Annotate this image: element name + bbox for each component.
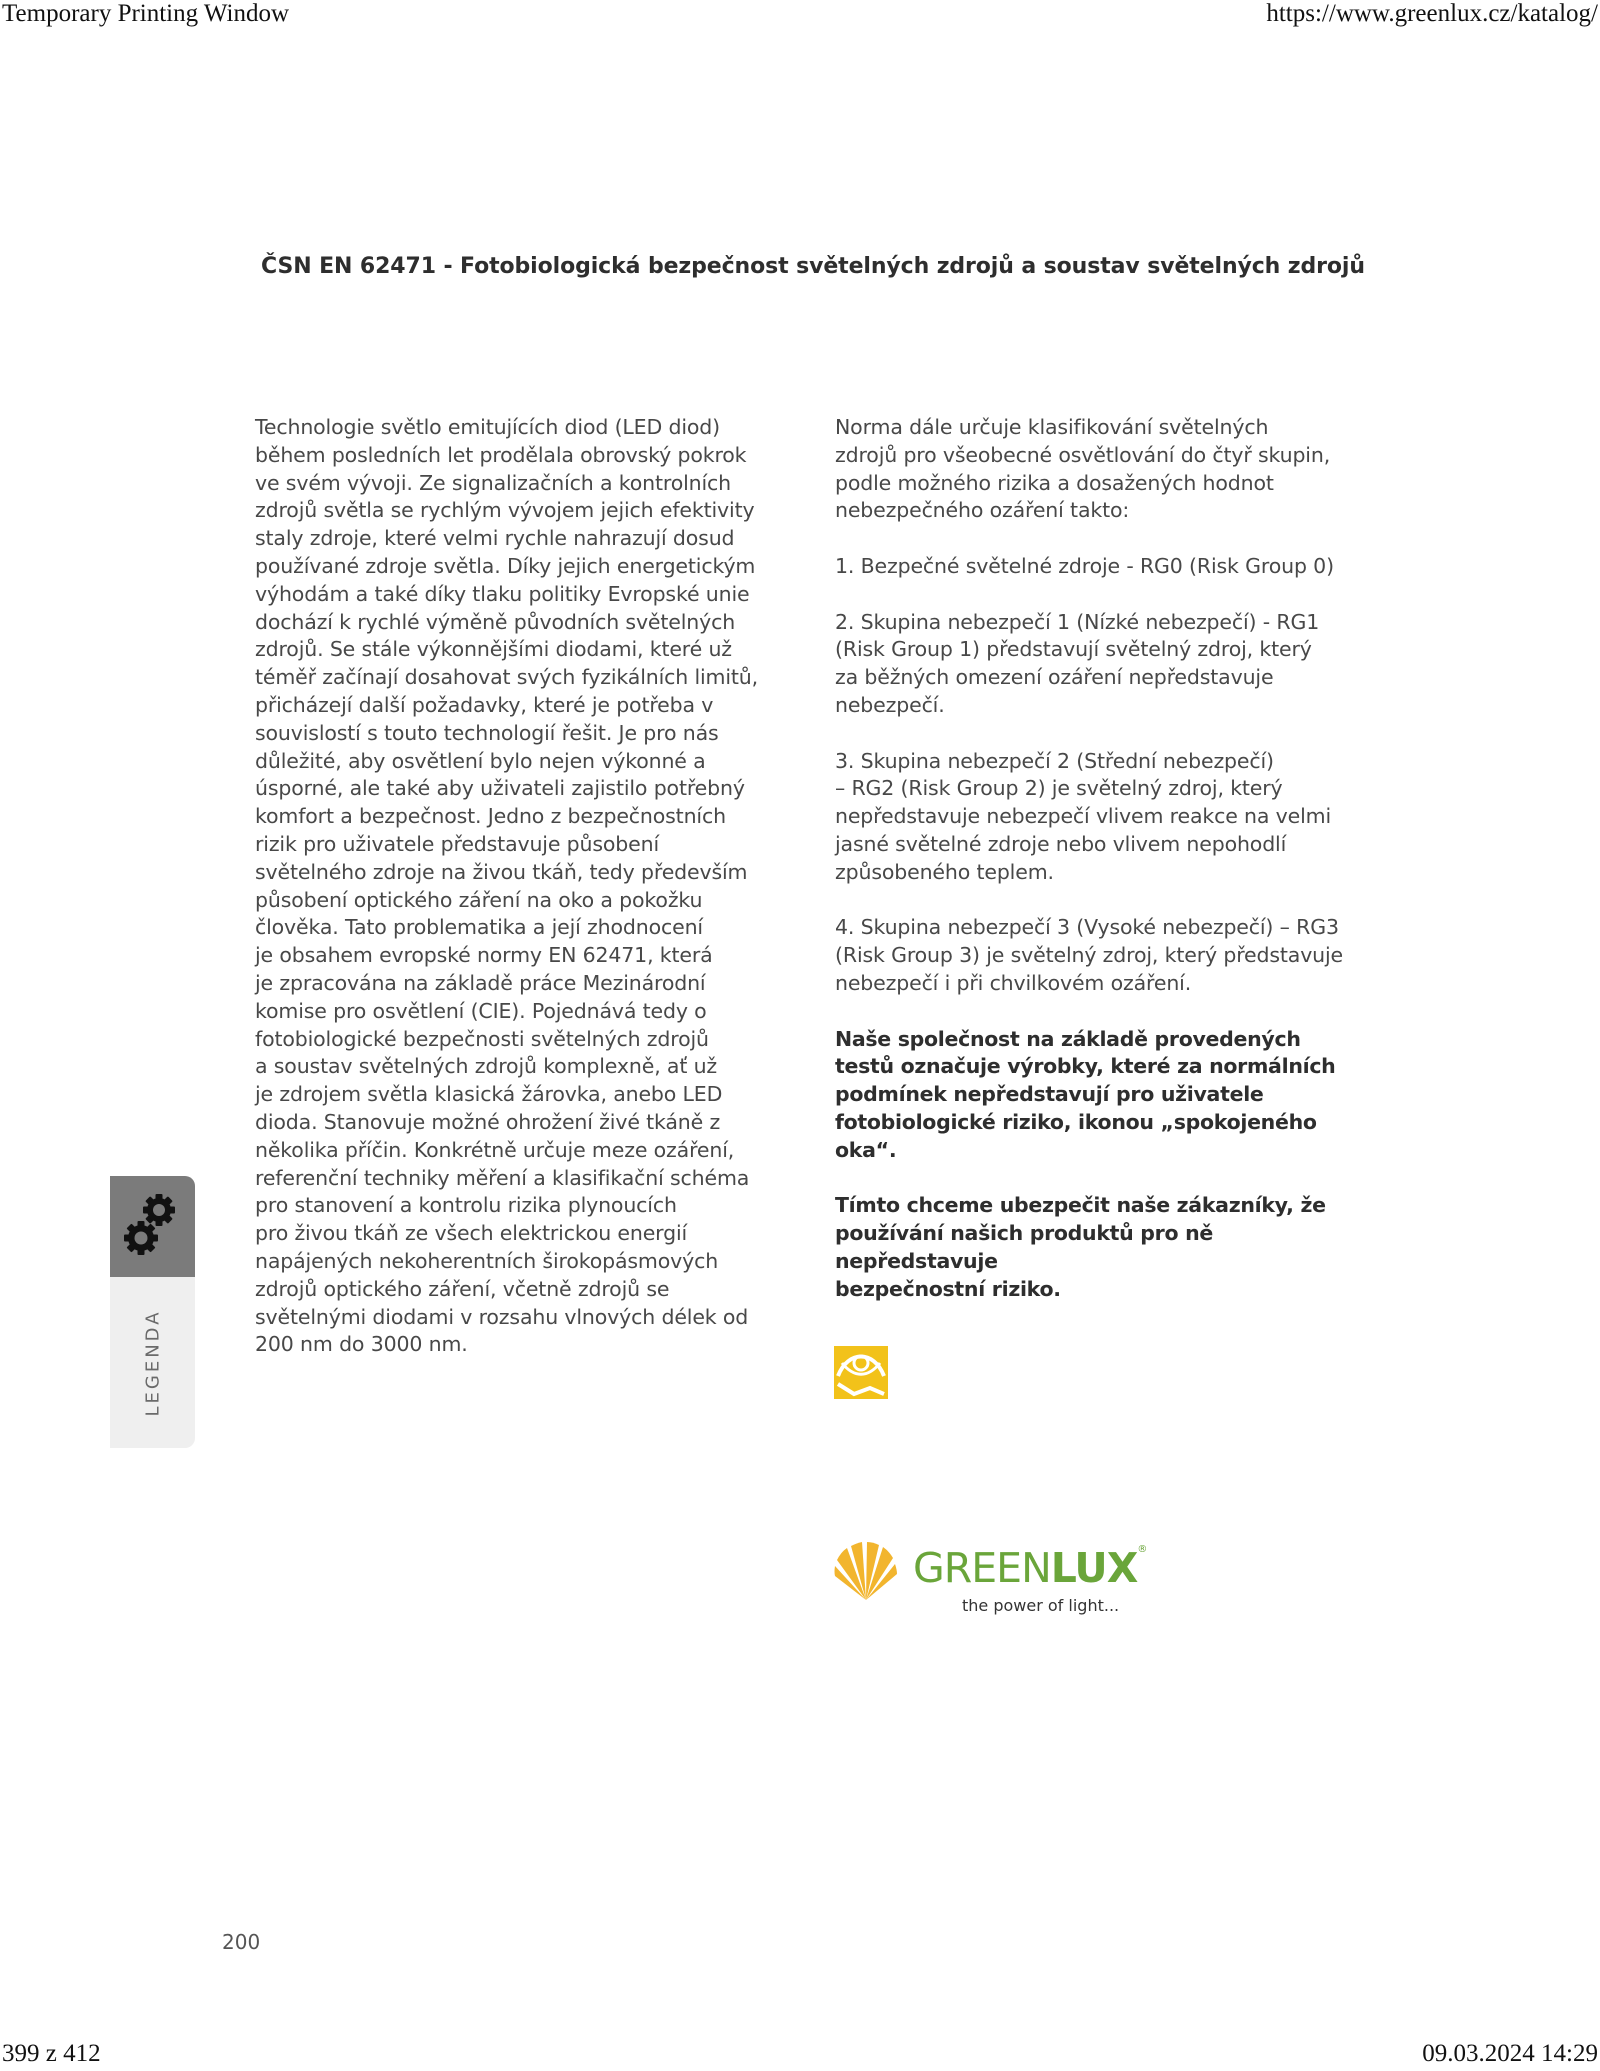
happy-eye-icon — [834, 1346, 888, 1399]
logo-registered: ® — [1137, 1544, 1147, 1555]
bold-statement-eye: Naše společnost na základě provedených testů označuje výrobky, které za normálních podmínek nepředstavují pro uživatele fotobiologické riziko, ikonou „spokojeného oka“. — [835, 1026, 1336, 1162]
print-datetime: 09.03.2024 14:29 — [1422, 2040, 1598, 2067]
bold-statement-assurance: Tímto chceme ubezpečit naše zákazníky, že používání našich produktů pro ně nepředstavuje bezpečnostní riziko. — [835, 1193, 1326, 1301]
document-title: ČSN EN 62471 - Fotobiologická bezpečnost světelných zdrojů a soustav světelných zdrojů — [261, 254, 1365, 279]
gear-block — [110, 1176, 195, 1277]
logo-tagline: the power of light... — [962, 1596, 1120, 1615]
print-window-title: Temporary Printing Window — [2, 0, 290, 27]
logo-brand — [913, 1544, 1146, 1592]
print-header — [0, 0, 1600, 30]
print-url: https://www.greenlux.cz/katalog/ — [1266, 0, 1598, 27]
legend-label — [110, 1277, 195, 1448]
page-number: 200 — [222, 1930, 261, 1954]
risk-group-0: 1. Bezpečné světelné zdroje - RG0 (Risk Group 0) — [835, 553, 1334, 578]
risk-group-3: 4. Skupina nebezpečí 3 (Vysoké nebezpečí) – RG3 (Risk Group 3) je světelný zdroj, který představuje nebezpečí i při chvilkovém ozáření. — [835, 915, 1344, 995]
logo-brand-bold: LUX — [1050, 1544, 1138, 1592]
legend-text: LEGENDA — [142, 1308, 163, 1417]
left-column — [255, 414, 775, 1359]
risk-group-2: 3. Skupina nebezpečí 2 (Střední nebezpečí) – RG2 (Risk Group 2) je světelný zdroj, který nepředstavuje nebezpečí vlivem reakce na velmi jasné světelné zdroje nebo vlivem nepohodlí způsobeného teplem. — [835, 748, 1332, 884]
print-footer — [0, 2040, 1600, 2070]
legend-tab[interactable] — [110, 1176, 195, 1448]
logo-brand-light: GREEN — [913, 1544, 1051, 1592]
left-column-text: Technologie světlo emitujících diod (LED diod) během posledních let prodělala obrovský pokrok ve svém vývoji. Ze signalizačních a kontrolních zdrojů světla se rychlým vývojem jejich efektivity staly zdroje, které velmi rychle nahrazují dosud používané zdroje světla. Díky jejich energetickým výhodám a také díky tlaku politiky Evropské unie dochází k rychlé výměně původních světelných zdrojů. Se stále výkonnějšími diodami, které už téměř začínají dosahovat svých fyzikálních limitů, přicházejí další požadavky, které je potřeba v souvislostí s touto technologií řešit. Je pro nás důležité, aby osvětlení bylo nejen výkonné a úsporné, ale také aby uživateli zajistilo potřebný komfort a bezpečnost. Jedno z bezpečnostních rizik pro uživatele představuje působení světelného zdroje na živou tkáň, tedy především působení optického záření na oko a pokožku člověka. Tato problematika a její zhodnocení je obsahem evropské normy EN 62471, která je zpracována na základě práce Mezinárodní komise pro osvětlení (CIE). Pojednává tedy o fotobiologické bezpečnosti světelných zdrojů a soustav světelných zdrojů komplexně, ať už je zdrojem světla klasická žárovka, anebo LED dioda. Stanovuje možné ohrožení živé tkáně z několika příčin. Konkrétně určuje meze ozáření, referenční techniky měření a klasifikační schéma pro stanovení a kontrolu rizika plynoucích pro živou tkáň ze všech elektrickou energií napájených nekoherentních širokopásmových zdrojů optického záření, včetně zdrojů se světelnými diodami v rozsahu vlnových délek od 200 nm do 3000 nm. — [255, 415, 759, 1357]
sunburst-logo-icon — [833, 1540, 899, 1606]
right-column — [835, 414, 1355, 1331]
risk-group-1: 2. Skupina nebezpečí 1 (Nízké nebezpečí) - RG1 (Risk Group 1) představují světelný zdroj, který za běžných omezení ozáření nepředstavuje nebezpečí. — [835, 609, 1320, 717]
right-intro-text: Norma dále určuje klasifikování světelných zdrojů pro všeobecné osvětlování do čtyř skupin, podle možného rizika a dosažených hodnot nebezpečného ozáření takto: — [835, 415, 1331, 523]
print-page-counter: 399 z 412 — [2, 2040, 101, 2067]
gears-icon — [122, 1190, 184, 1262]
greenlux-logo — [833, 1540, 1153, 1620]
